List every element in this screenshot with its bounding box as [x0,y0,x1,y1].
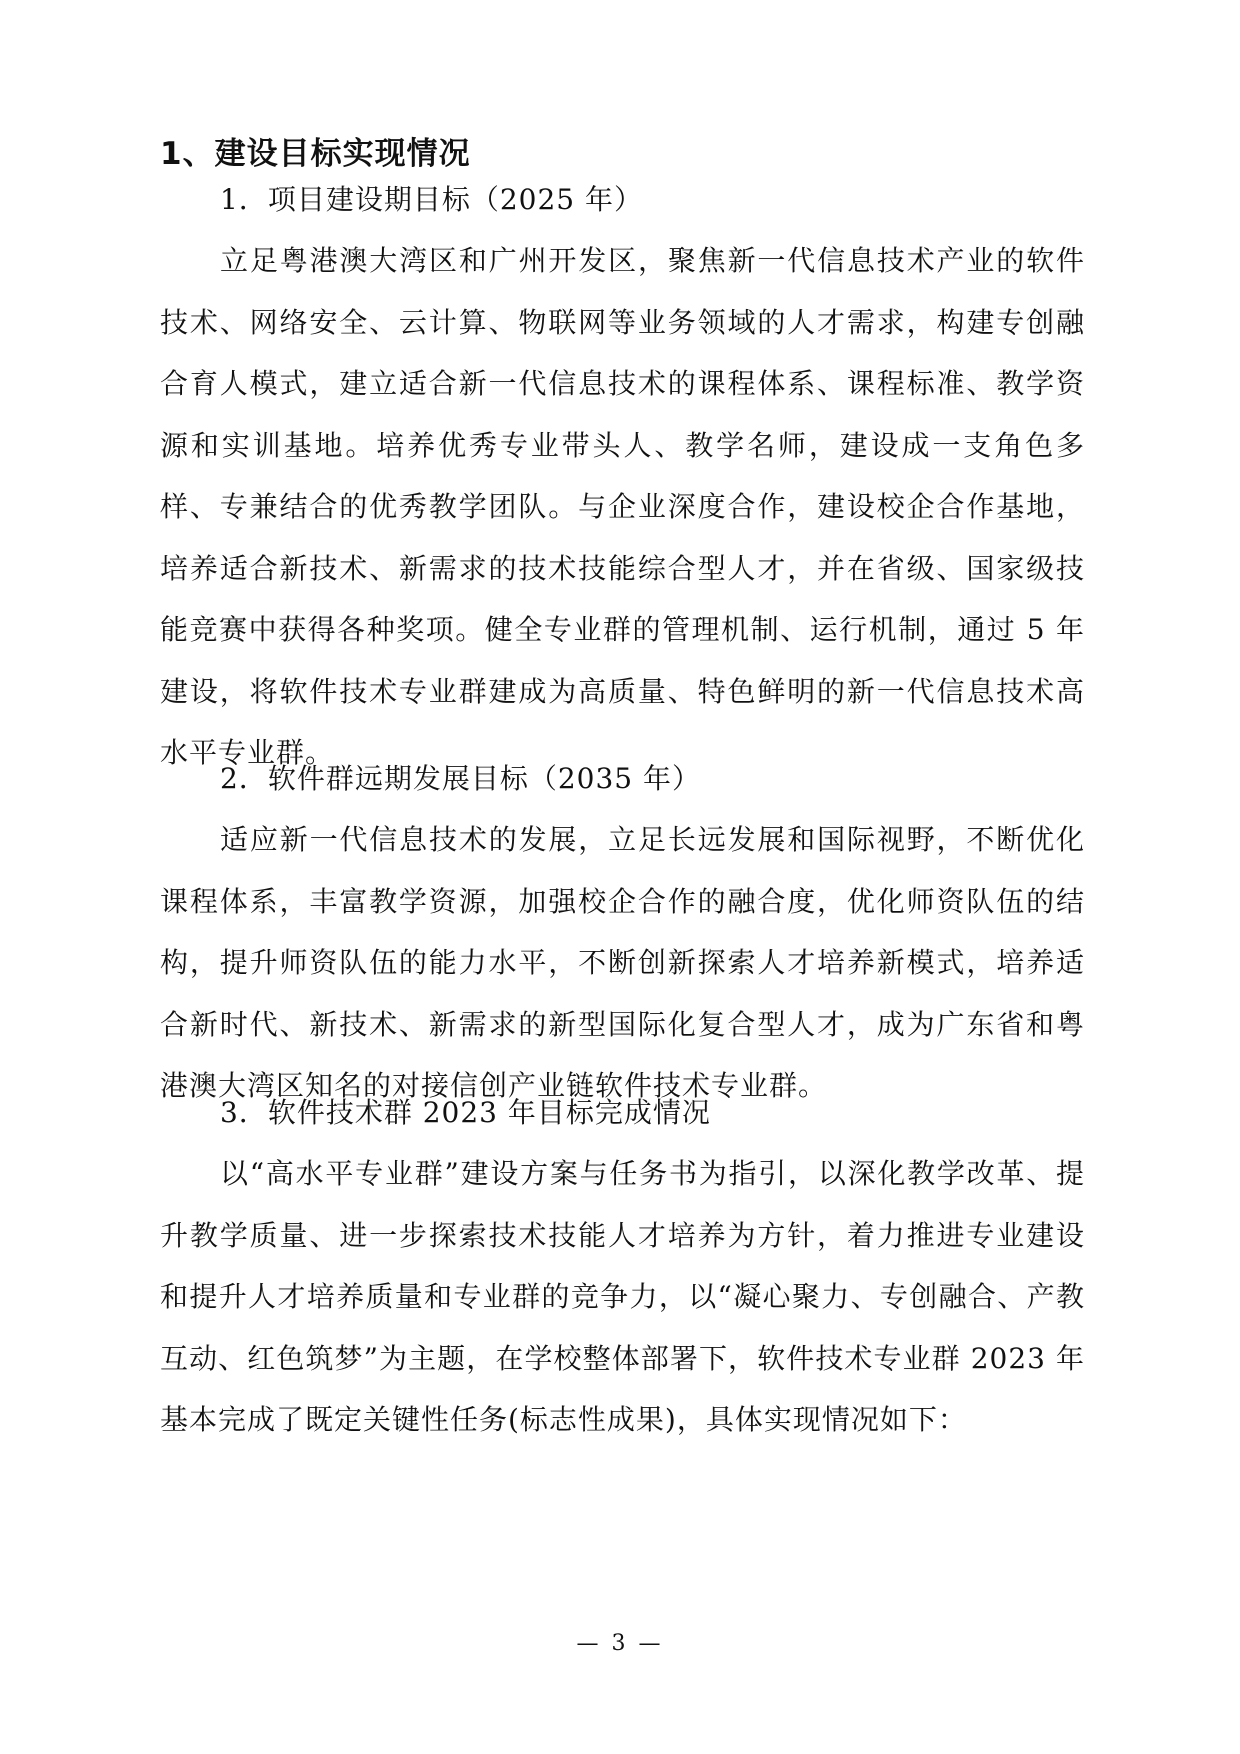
subsection-title-1: 1．项目建设期目标（2025 年） [220,183,643,216]
section-heading: 1、建设目标实现情况 [160,136,471,172]
paragraph-3: 以“高水平专业群”建设方案与任务书为指引，以深化教学改革、提升教学质量、进一步探索技术技能人才培养为方针，着力推进专业建设和提升人才培养质量和专业群的竞争力，以“凝心聚力、专创融合、产教互动、红色筑梦”为主题，在学校整体部署下，软件技术专业群 2023 年基本完成了既定关键性任务(标志性成果)，具体实现情况如下： [160,1157,1085,1436]
paragraph-1: 立足粤港澳大湾区和广州开发区，聚焦新一代信息技术产业的软件技术、网络安全、云计算、物联网等业务领域的人才需求，构建专创融合育人模式，建立适合新一代信息技术的课程体系、课程标准、教学资源和实训基地。培养优秀专业带头人、教学名师，建设成一支角色多样、专兼结合的优秀教学团队。与企业深度合作，建设校企合作基地，培养适合新技术、新需求的技术技能综合型人才，并在省级、国家级技能竞赛中获得各种奖项。健全专业群的管理机制、运行机制，通过 5 年建设，将软件技术专业群建成为高质量、特色鲜明的新一代信息技术高水平专业群。 [160,244,1085,769]
paragraph-2: 适应新一代信息技术的发展，立足长远发展和国际视野，不断优化课程体系，丰富教学资源，加强校企合作的融合度，优化师资队伍的结构，提升师资队伍的能力水平，不断创新探索人才培养新模式，培养适合新时代、新技术、新需求的新型国际化复合型人才，成为广东省和粤港澳大湾区知名的对接信创产业链软件技术专业群。 [160,823,1085,1102]
subsection-title-2: 2．软件群远期发展目标（2035 年） [220,762,701,795]
subsection-title-3: 3．软件技术群 2023 年目标完成情况 [220,1096,711,1129]
page-number: — 3 — [576,1631,664,1656]
